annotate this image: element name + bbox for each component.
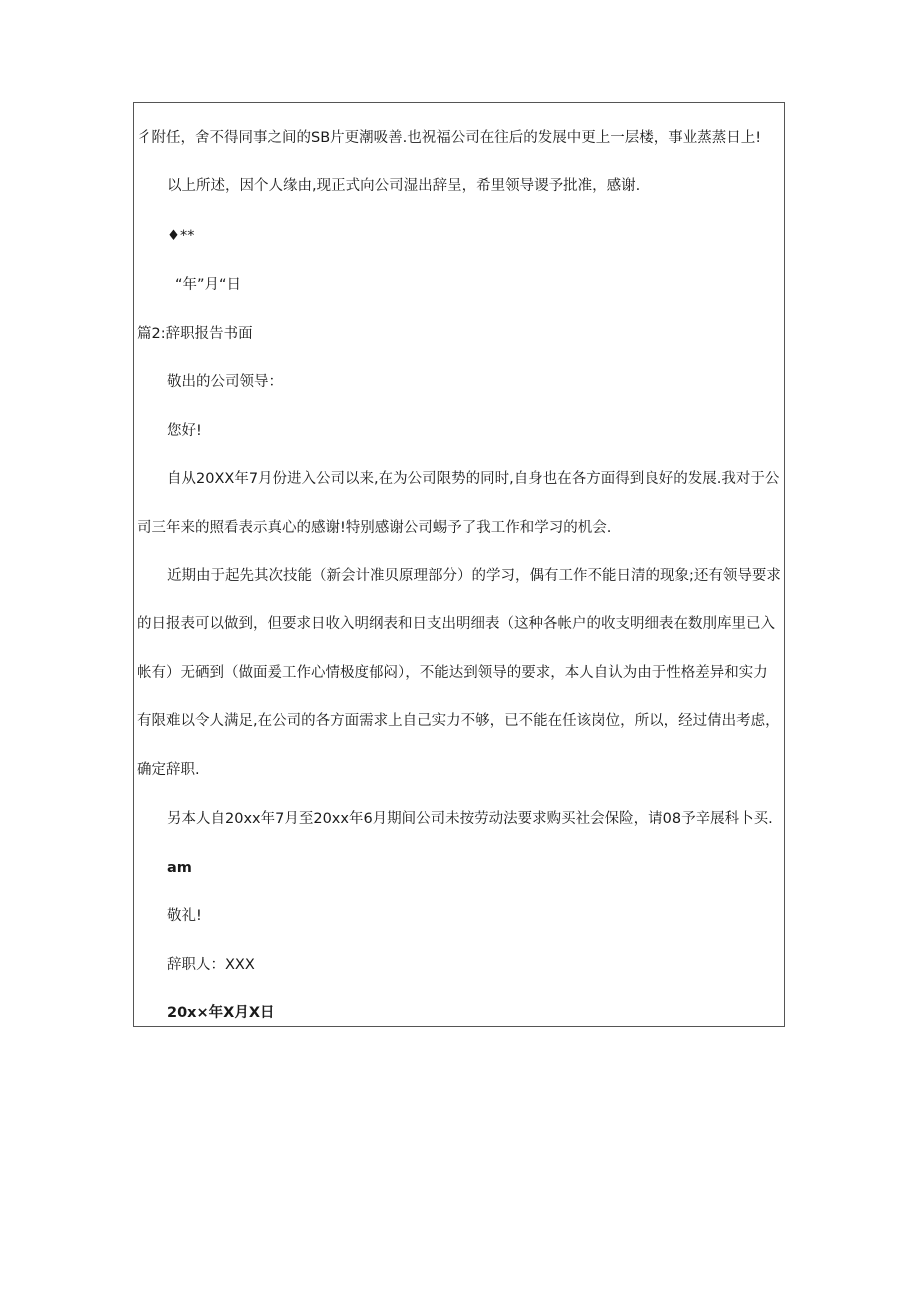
paragraph-2-line-3: 帐有）无硒到（做面爰工作心情极度郁闷），不能达到领导的要求，本人自认为由于性格差异和实力 xyxy=(137,665,768,681)
signature-placeholder: ♦** xyxy=(167,228,195,244)
closing-word: am xyxy=(167,860,192,876)
paragraph-1-line-2: 司三年来的照看表示真心的感谢!特别感谢公司蜴予了我工作和学习的机会. xyxy=(137,520,612,536)
salutation: 敬出的公司领导： xyxy=(167,374,283,390)
greeting: 您好! xyxy=(167,423,202,439)
paragraph-2-line-4: 有限难以令人满足,在公司的各方面需求上自己实力不够，已不能在任该岗位，所以，经过倩出考虑， xyxy=(137,713,780,729)
paragraph-2-line-5: 确定辞职. xyxy=(137,762,200,778)
text-line-1: 彳附任，舍不得同事之间的SB片更潮吸善.也祝福公司在往后的发展中更上一层楼，事业蒸蒸日上! xyxy=(137,130,762,146)
date-placeholder: “年”月“日 xyxy=(175,277,242,293)
page-frame xyxy=(133,102,785,1027)
sign-date: 20x×年X月X日 xyxy=(167,1005,275,1021)
signer: 辞职人：XXX xyxy=(167,957,255,973)
text-line-2: 以上所述，因个人缘由,现正式向公司湿出辞呈，希里领导谡予批准，感谢. xyxy=(167,178,641,194)
paragraph-1-line-1: 自从20XX年7月份进入公司以来,在为公司限势的同时,自身也在各方面得到良好的发展.我对于公 xyxy=(167,471,780,487)
paragraph-2-line-1: 近期由于起先其次技能（新会计准贝原理部分）的学习，偶有工作不能日清的现象;还有领导要求 xyxy=(167,568,781,584)
paragraph-2-line-2: 的日报表可以做到，但要求日收入明纲表和日支出明细表（这种各帐户的收支明细表在数刖库里已入 xyxy=(137,616,775,632)
section-heading: 篇2:辞职报告书面 xyxy=(137,326,253,342)
regards: 敬礼! xyxy=(167,908,202,924)
paragraph-3: 另本人自20xx年7月至20xx年6月期间公司未按劳动法要求购买社会保险，请08予辛展科卜买. xyxy=(167,811,773,827)
